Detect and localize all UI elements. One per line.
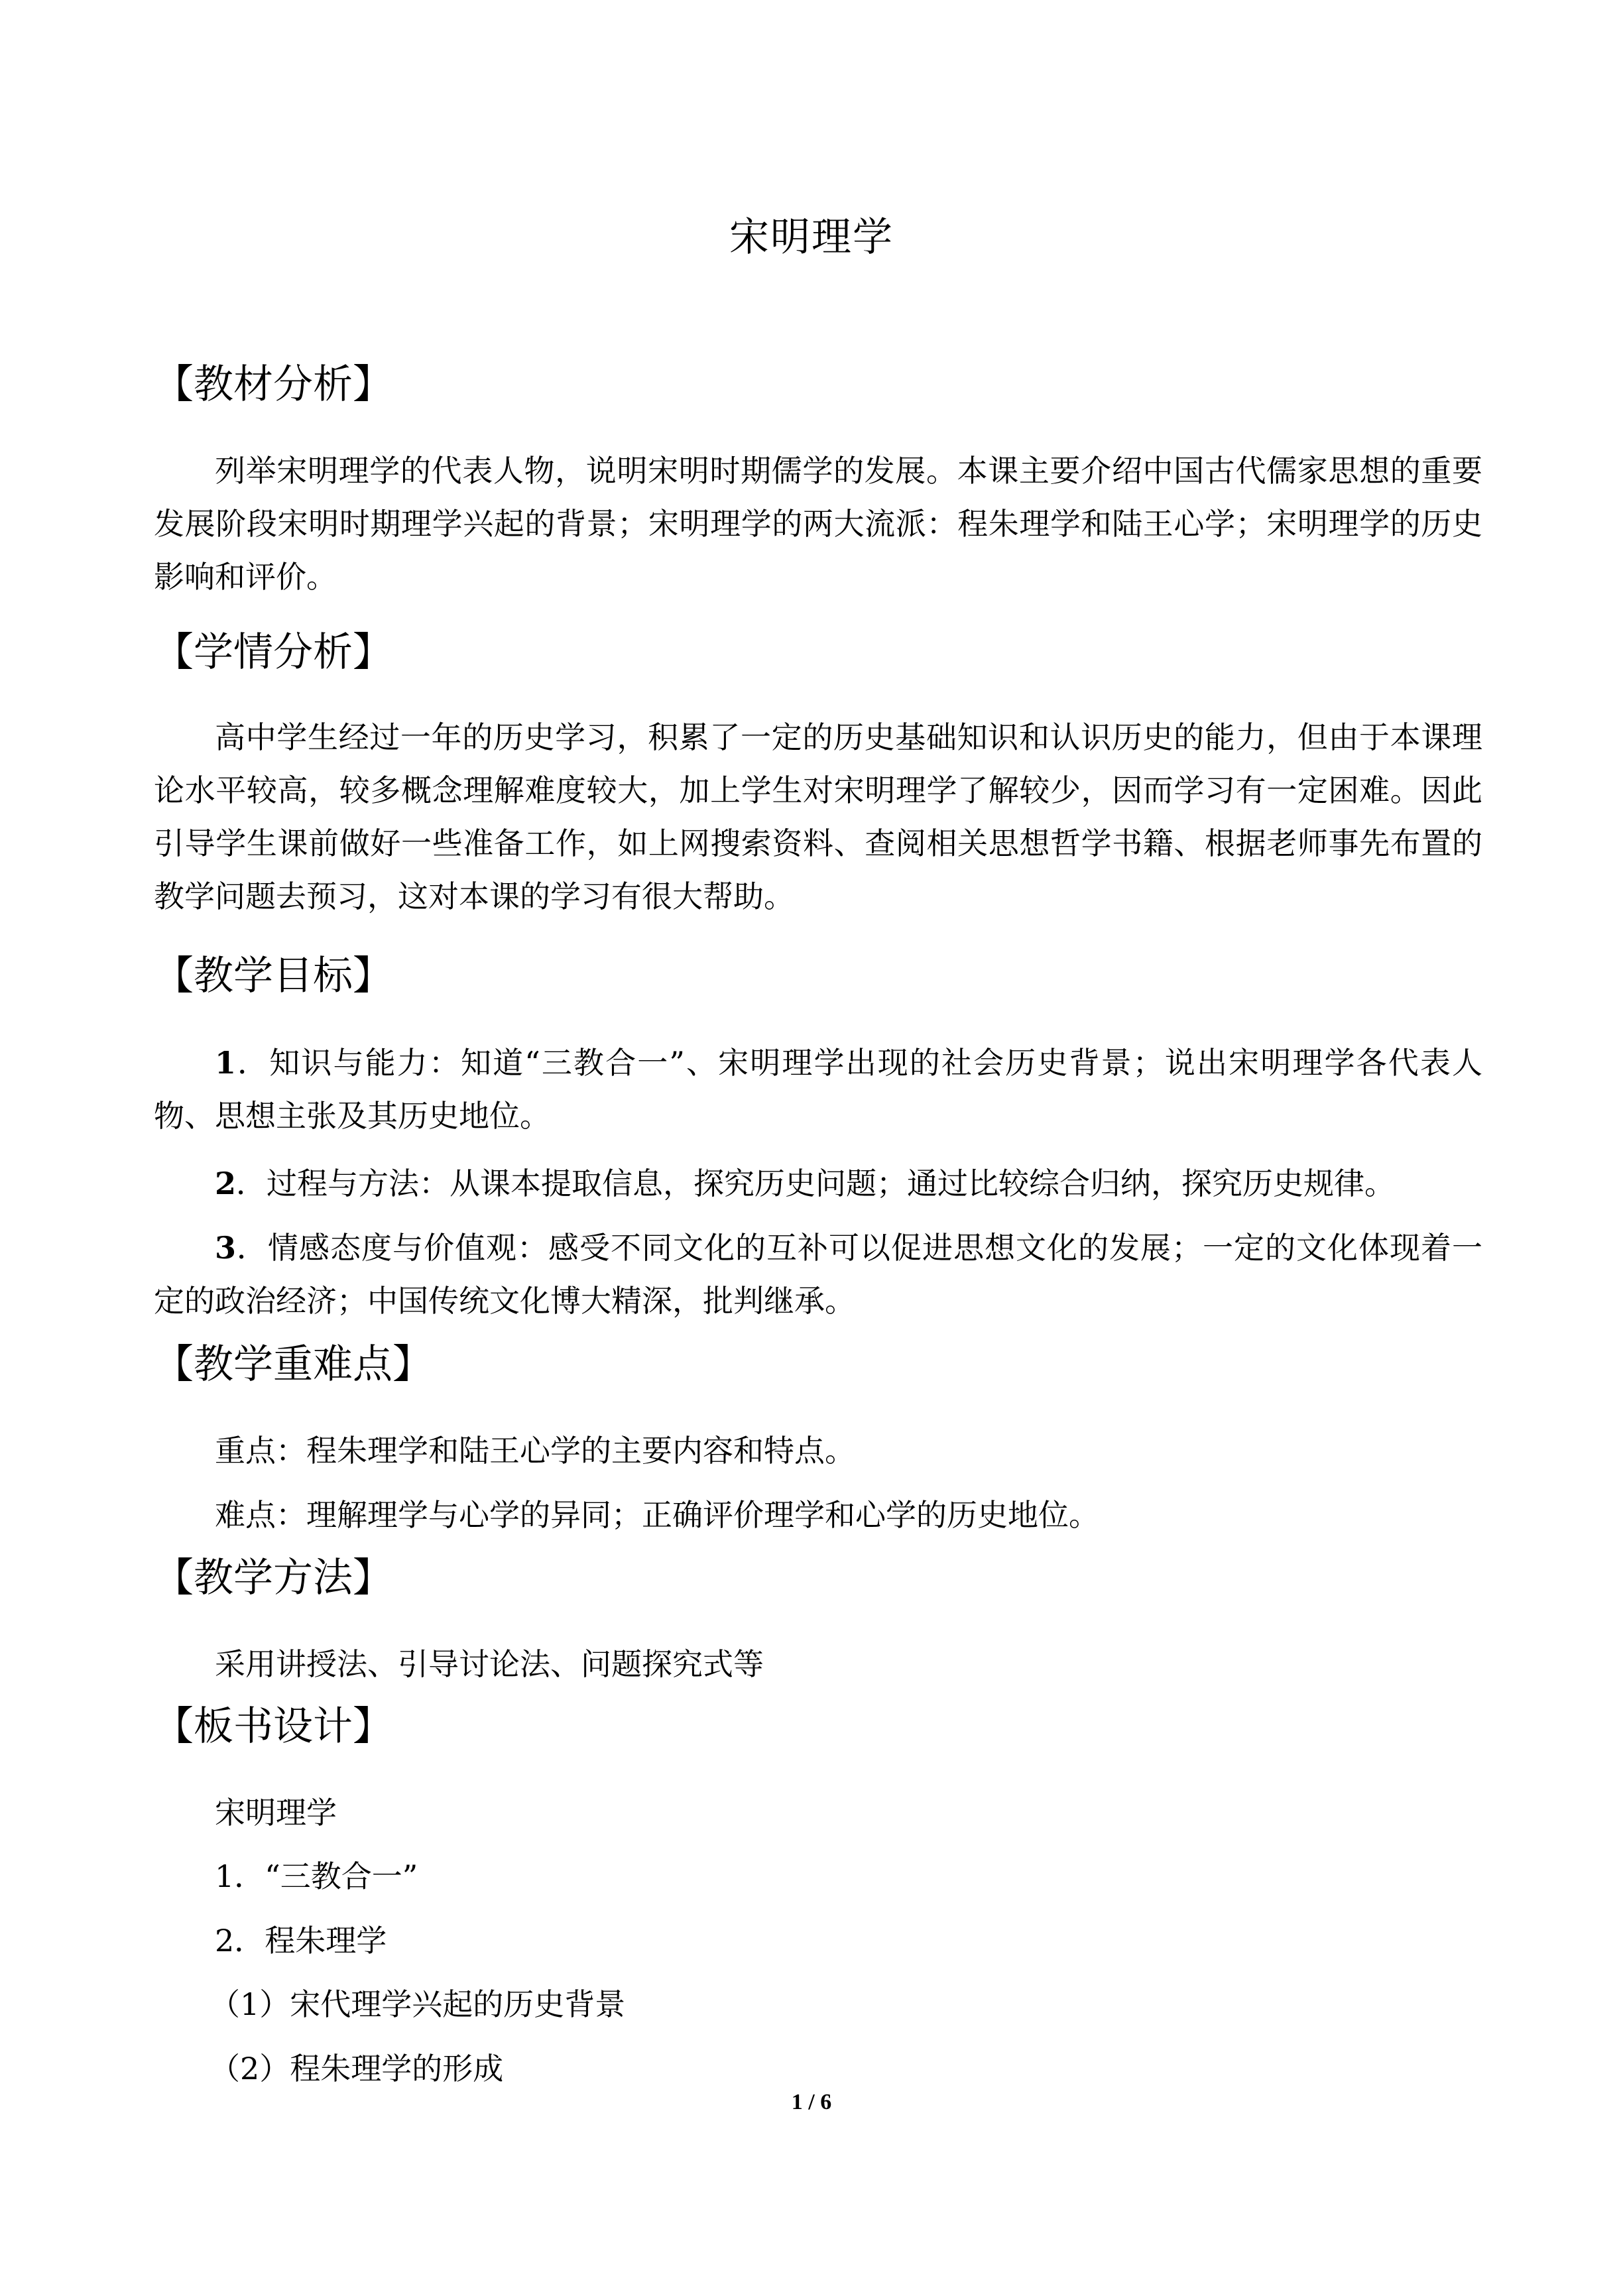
objective-text: ．情感态度与价值观：感受不同文化的互补可以促进思想文化的发展；一定的文化体现着一定的政治经济；中国传统文化博大精深，批判继承。 [154, 1230, 1482, 1319]
page-number: 1 / 6 [791, 2090, 832, 2114]
board-line: 2．程朱理学 [215, 1923, 387, 1959]
board-line: （2）程朱理学的形成 [210, 2051, 504, 2086]
paragraph-textbook-analysis: 列举宋明理学的代表人物，说明宋明时期儒学的发展。本课主要介绍中国古代儒家思想的重要发展阶段宋明时期理学兴起的背景；宋明理学的两大流派：程朱理学和陆王心学；宋明理学的历史影响和评价。 [154, 453, 1482, 595]
objective-number: 1 [215, 1045, 237, 1081]
objective-item-2 [154, 1157, 1482, 1210]
heading-objectives: 【教学目标】 [154, 953, 392, 999]
objective-text: ．知识与能力：知道“三教合一”、宋明理学出现的社会历史背景；说出宋明理学各代表人物、思想主张及其历史地位。 [154, 1045, 1482, 1134]
objective-number: 2 [215, 1166, 237, 1201]
objective-item-3 [154, 1221, 1482, 1327]
objective-text: ．过程与方法：从课本提取信息，探究历史问题；通过比较综合归纳，探究历史规律。 [236, 1166, 1396, 1201]
page-title: 宋明理学 [729, 214, 894, 261]
heading-methods: 【教学方法】 [154, 1555, 392, 1601]
paragraph-student-analysis: 高中学生经过一年的历史学习，积累了一定的历史基础知识和认识历史的能力，但由于本课理论水平较高，较多概念理解难度较大，加上学生对宋明理学了解较少，因而学习有一定困难。因此引导学生课前做好一些准备工作，如上网搜索资料、查阅相关思想哲学书籍、根据老师事先布置的教学问题去预习，这对本课的学习有很大帮助。 [154, 719, 1482, 914]
heading-key-points: 【教学重难点】 [154, 1341, 432, 1388]
objective-number: 3 [215, 1230, 237, 1266]
heading-student-analysis: 【学情分析】 [154, 629, 392, 676]
difficult-point-line: 难点：理解理学与心学的异同；正确评价理学和心学的历史地位。 [215, 1497, 1099, 1533]
board-line: 1．“三教合一” [215, 1858, 418, 1894]
heading-textbook-analysis: 【教材分析】 [154, 361, 392, 408]
board-line: （1）宋代理学兴起的历史背景 [210, 1986, 626, 2022]
heading-board-design: 【板书设计】 [154, 1703, 392, 1750]
board-line: 宋明理学 [215, 1795, 337, 1831]
key-point-line: 重点：程朱理学和陆王心学的主要内容和特点。 [215, 1433, 855, 1469]
objective-item-1 [154, 1036, 1482, 1142]
methods-line: 采用讲授法、引导讨论法、问题探究式等 [215, 1646, 764, 1682]
